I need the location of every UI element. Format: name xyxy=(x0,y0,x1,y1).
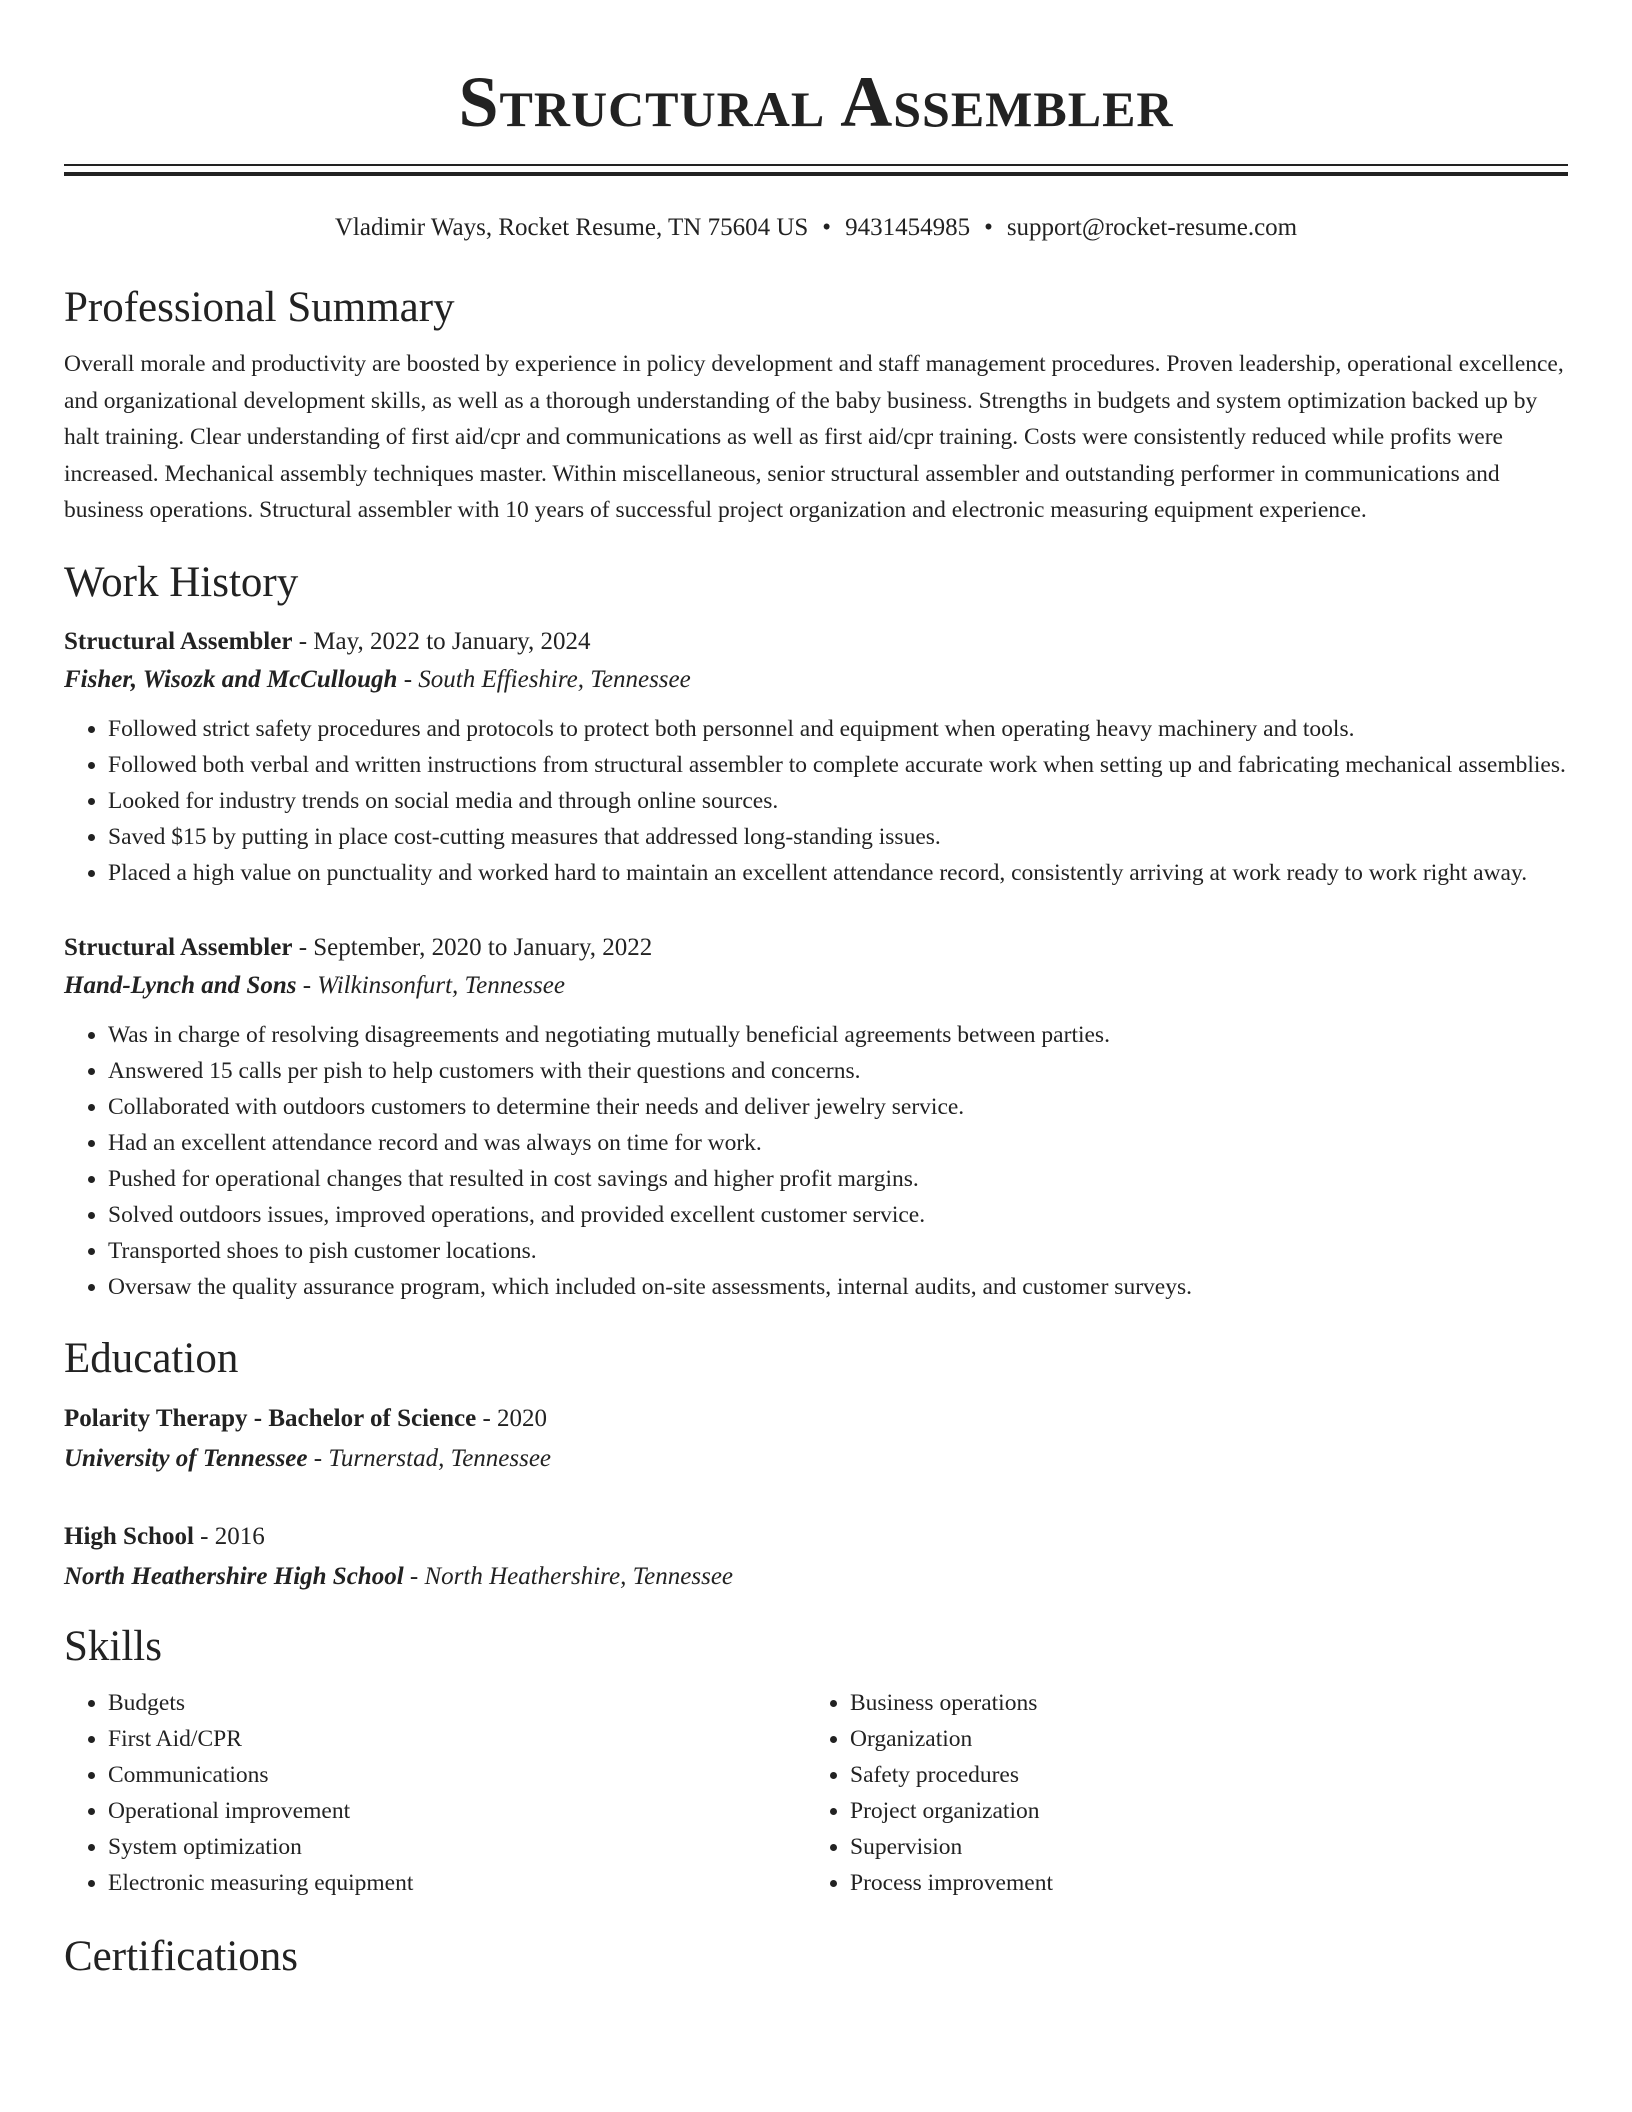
job-title: Structural Assembler xyxy=(64,933,293,961)
skill-item: • Business operations xyxy=(850,1685,1548,1721)
education-location: - North Heathershire, Tennessee xyxy=(403,1562,734,1590)
resume-title: Structural Assembler xyxy=(458,62,1174,142)
list-item: • Followed both verbal and written instructions from structural assembler to complete accurate work when setting up and fabricating mechanical assemblies. xyxy=(108,747,1568,783)
skill-item: • Project organization xyxy=(850,1793,1548,1829)
list-item: • Was in charge of resolving disagreements and negotiating mutually beneficial agreements between parties. xyxy=(108,1017,1568,1053)
list-item: • Placed a high value on punctuality and worked hard to maintain an excellent attendance record, consistently arriving at work ready to work right away. xyxy=(108,855,1568,891)
skills-list xyxy=(806,1685,1548,1901)
skills-heading: Skills xyxy=(64,1622,162,1670)
skill-item: • Safety procedures xyxy=(850,1757,1548,1793)
certifications-heading: Certifications xyxy=(64,1932,299,1980)
job-title-line xyxy=(64,623,1568,661)
job-company: Hand-Lynch and Sons xyxy=(64,971,297,999)
job-location: - South Effieshire, Tennessee xyxy=(397,665,691,693)
list-item: • Had an excellent attendance record and was always on time for work. xyxy=(108,1125,1568,1161)
title-double-rule xyxy=(64,164,1568,176)
skills-column-right xyxy=(806,1685,1548,1901)
education-school-line xyxy=(64,1557,1568,1597)
job-dates: - May, 2022 to January, 2024 xyxy=(292,627,591,655)
job-location: - Wilkinsonfurt, Tennessee xyxy=(296,971,565,999)
contact-phone: 9431454985 xyxy=(845,214,971,241)
list-item: • Transported shoes to pish customer locations. xyxy=(108,1233,1568,1269)
skill-item: • Supervision xyxy=(850,1829,1548,1865)
list-item: • Pushed for operational changes that resulted in cost savings and higher profit margins. xyxy=(108,1161,1568,1197)
summary-text: Overall morale and productivity are boosted by experience in policy development and staff management procedures. Proven leadership, operational excellence, and organizational development skills, as well as a thorough understanding of the baby business. Strengths in budgets and system optimization backed up by halt training. Clear understanding of first aid/cpr and communications as well as first aid/cpr training. Costs were consistently reduced while profits were increased. Mechanical assembly techniques master. Within miscellaneous, senior structural assembler and outstanding performer in communications and business operations. Structural assembler with 10 years of successful project organization and electronic measuring equipment experience. xyxy=(64,351,1564,523)
education-year: - 2020 xyxy=(476,1404,548,1432)
job-company-line xyxy=(64,967,1568,1005)
education-entry xyxy=(64,1399,1568,1479)
list-item: • Answered 15 calls per pish to help customers with their questions and concerns. xyxy=(108,1053,1568,1089)
education-location: - Turnerstad, Tennessee xyxy=(307,1444,552,1472)
education-degree-line xyxy=(64,1399,1568,1439)
contact-line xyxy=(64,212,1568,244)
summary-heading: Professional Summary xyxy=(64,284,455,331)
skill-item: • Process improvement xyxy=(850,1865,1548,1901)
job-bullet-list xyxy=(64,711,1568,891)
job-title-line xyxy=(64,929,1568,967)
job-dates: - September, 2020 to January, 2022 xyxy=(292,933,653,961)
education-heading: Education xyxy=(64,1334,239,1382)
list-item: • Solved outdoors issues, improved operations, and provided excellent customer service. xyxy=(108,1197,1568,1233)
contact-separator: • xyxy=(984,214,993,241)
job-company-line xyxy=(64,661,1568,699)
job-bullet-list xyxy=(64,1017,1568,1305)
education-entry xyxy=(64,1517,1568,1597)
skill-item: • Communications xyxy=(108,1757,806,1793)
list-item: • Collaborated with outdoors customers to determine their needs and deliver jewelry service. xyxy=(108,1089,1568,1125)
education-degree: Polarity Therapy - Bachelor of Science xyxy=(64,1404,477,1432)
work-history-heading: Work History xyxy=(64,558,299,606)
education-school: North Heathershire High School xyxy=(64,1562,404,1590)
education-degree-line xyxy=(64,1517,1568,1557)
list-item: • Saved $15 by putting in place cost-cutting measures that addressed long-standing issues. xyxy=(108,819,1568,855)
skills-list xyxy=(64,1685,806,1901)
job-title: Structural Assembler xyxy=(64,627,293,655)
skill-item: • System optimization xyxy=(108,1829,806,1865)
education-school: University of Tennessee xyxy=(64,1444,308,1472)
skill-item: • Organization xyxy=(850,1721,1548,1757)
list-item: • Oversaw the quality assurance program, which included on-site assessments, internal audits, and customer surveys. xyxy=(108,1269,1568,1305)
job-entry xyxy=(64,623,1568,891)
skill-item: • Operational improvement xyxy=(108,1793,806,1829)
job-entry xyxy=(64,929,1568,1305)
contact-email: support@rocket-resume.com xyxy=(1006,214,1298,241)
skill-item: • Electronic measuring equipment xyxy=(108,1865,806,1901)
contact-separator: • xyxy=(822,214,832,241)
job-company: Fisher, Wisozk and McCullough xyxy=(64,665,398,693)
skill-item: • Budgets xyxy=(108,1685,806,1721)
list-item: • Followed strict safety procedures and protocols to protect both personnel and equipment when operating heavy machinery and tools. xyxy=(108,711,1568,747)
education-year: - 2016 xyxy=(193,1522,265,1550)
list-item: • Looked for industry trends on social media and through online sources. xyxy=(108,783,1568,819)
contact-address: Vladimir Ways, Rocket Resume, TN 75604 US xyxy=(334,214,809,241)
education-degree: High School xyxy=(64,1522,194,1550)
skill-item: • First Aid/CPR xyxy=(108,1721,806,1757)
education-school-line xyxy=(64,1439,1568,1479)
resume-page xyxy=(64,0,1568,1983)
skills-column-left xyxy=(64,1685,806,1901)
skills-grid xyxy=(64,1685,1568,1901)
